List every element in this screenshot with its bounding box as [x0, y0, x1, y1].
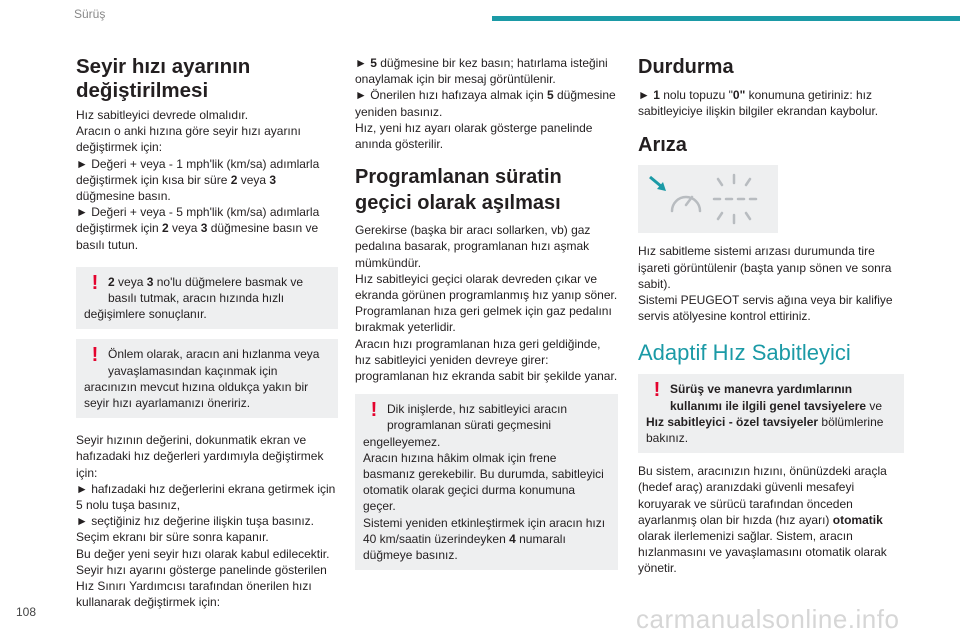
heading-temporary-override: Programlanan süratin geçici olarak aşılması: [355, 166, 562, 215]
heading-speed-change: Seyir hızı ayarının değiştirilmesi: [76, 55, 251, 102]
exclamation-icon: !: [653, 379, 661, 402]
paragraph: Gerekirse (başka bir aracı sollarken, vb) gaz pedalına basarak, programlanan hızı aşmak mümkündür.: [355, 223, 591, 270]
paragraph: Programlanan hıza geri gelmek için gaz pedalını bırakmak yeterlidir.: [355, 304, 612, 335]
exclamation-icon: !: [91, 271, 99, 294]
paragraph: Seçim ekranı bir süre sonra kapanır.: [76, 530, 269, 545]
header-accent-bar: [492, 16, 960, 21]
paragraph: Aracın o anki hızına göre seyir hızı ayarını değiştirmek için:: [76, 124, 301, 155]
note-text: Sürüş ve manevra yardımlarının kullanımı ile ilgili genel tavsiyelere ve Hız sabitleyici - özel tavsiyeler bölümlerine bakınız.: [646, 382, 884, 446]
bullet-item: ► hafızadaki hız değerlerini ekrana getirmek için 5 nolu tuşa basınız,: [76, 481, 336, 513]
paragraph: Hız, yeni hız ayarı olarak gösterge panelinde anında gösterilir.: [355, 120, 593, 152]
warning-note: [76, 339, 338, 418]
paragraph: Bu sistem, aracınızın hızını, önünüzdeki araçla (hedef araç) aranızdaki güvenli mesafeyi koruyarak ve sürücü tarafından önceden ayarlanmış olan bir hızda (hız ayarı) otomatik olarak ilerlemenizi sağlar. Sistem, aracın hızlanmasını ve yavaşlamasını otomatik olarak yönetir.: [638, 464, 887, 576]
paragraph: Hız sabitleyici devrede olmalıdır.: [76, 108, 249, 122]
exclamation-icon: !: [91, 344, 99, 367]
bullet-item: ► 1 nolu topuzu "0" konumuna getiriniz: hız sabitleyiciye ilişkin bilgiler ekrandan kaybolur.: [638, 88, 879, 119]
bullet-item: ► Değeri + veya - 5 mph'lik (km/sa) adımlarla değiştirmek için 2 veya 3 düğmesine basın ve basılı tutun.: [76, 205, 320, 252]
paragraph: Aracın hızı programlanan hıza geri geldiğinde, hız sabitleyici yeniden devreye girer: programlanan hız ekranda sabit bir şekilde yanar.: [355, 336, 618, 384]
paragraph: Hız sabitleme sistemi arızası durumunda tire işareti görüntülenir (başta yanıp sönen ve sonra sabit).: [638, 244, 892, 291]
column-1: [76, 55, 338, 610]
page-number: 108: [16, 605, 37, 619]
column-2: [355, 55, 618, 580]
note-text: Aracın hızına hâkim olmak için frene basmanız gerekebilir. Bu durumda, sabitleyici otomatik olarak geçici durma konumuna geçer.: [363, 450, 604, 514]
bullet-item: ► seçtiğiniz hız değerine ilişkin tuşa basınız.: [76, 514, 314, 529]
paragraph: Hız sabitleyici geçici olarak devreden çıkar ve ekranda görünen programlanmış hız yanıp söner.: [355, 271, 618, 303]
column-3: [638, 55, 904, 577]
exclamation-icon: !: [370, 399, 378, 422]
cruise-fault-icon: [638, 165, 778, 233]
paragraph: Sistemi PEUGEOT servis ağına veya bir kalifiye servis atölyesine kontrol ettiriniz.: [638, 293, 893, 324]
watermark: carmanualsonline.info: [636, 604, 900, 634]
bullet-item: ► Değeri + veya - 1 mph'lik (km/sa) adımlarla değiştirmek için kısa bir süre 2 veya 3 düğmesine basın.: [76, 156, 320, 204]
heading-stop: Durdurma: [638, 56, 734, 78]
note-text: 2 veya 3 no'lu düğmelere basmak ve basılı tutmak, aracın hızında hızlı değişimlere sonuçlanır.: [84, 274, 304, 322]
paragraph: Seyir hızı ayarını gösterge panelinde gösterilen Hız Sınırı Yardımcısı tarafından önerilen hızı kullanarak değiştirmek için:: [76, 562, 327, 610]
bullet-item: ► 5 düğmesine bir kez basın; hatırlama isteğini onaylamak için bir mesaj görüntülenir.: [355, 56, 608, 87]
warning-note: [76, 267, 338, 330]
heading-adaptive-cruise: Adaptif Hız Sabitleyici: [638, 340, 851, 366]
note-text: Sistemi yeniden etkinleştirmek için aracın hızı 40 km/saatin üzerindeyken 4 numaralı düğmeye basınız.: [363, 515, 606, 563]
note-text: Önlem olarak, aracın ani hızlanma veya yavaşlamasından kaçınmak için aracınızın mevcut hızına oldukça yakın bir seyir hızı ayarlamanızı öneririz.: [84, 347, 320, 411]
paragraph: Seyir hızının değerini, dokunmatik ekran ve hafızadaki hız değerleri yardımıyla değiştirmek için:: [76, 433, 324, 480]
bullet-item: ► Önerilen hızı hafızaya almak için 5 düğmesine yeniden basınız.: [355, 88, 616, 119]
warning-note: [638, 374, 904, 453]
warning-note: [355, 394, 618, 570]
section-header: Sürüş: [74, 7, 106, 21]
note-text: Dik inişlerde, hız sabitleyici aracın programlanan sürati geçmesini engelleyemez.: [363, 402, 568, 449]
heading-fault: Arıza: [638, 134, 687, 157]
paragraph: Bu değer yeni seyir hızı olarak kabul edilecektir.: [76, 546, 330, 561]
